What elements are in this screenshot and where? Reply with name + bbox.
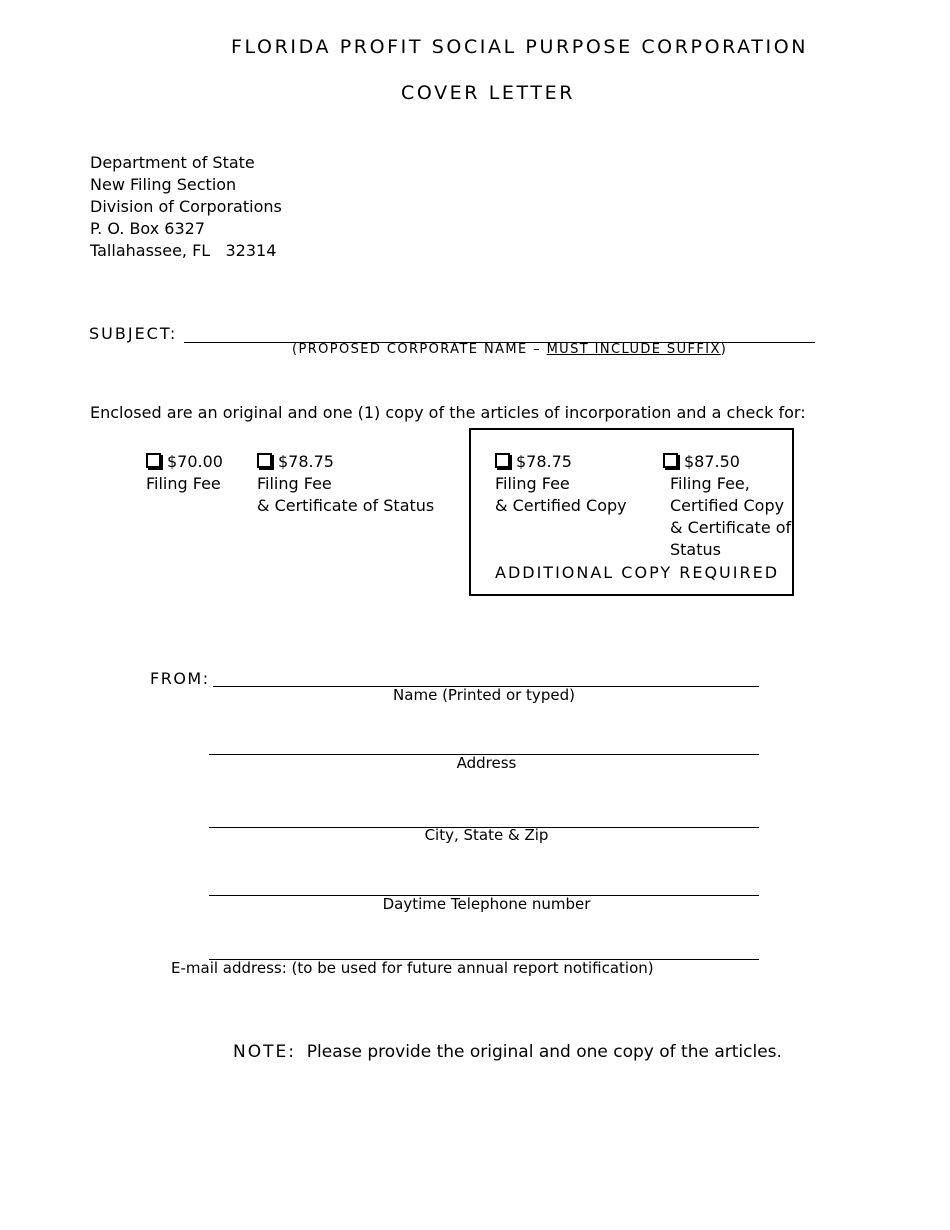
address-line-4: P. O. Box 6327 xyxy=(90,219,205,238)
document-subtitle: COVER LETTER xyxy=(401,82,576,104)
fee-description: Filing Fee xyxy=(495,474,570,493)
subject-label: SUBJECT: xyxy=(89,324,178,343)
fee-option-87 xyxy=(663,451,791,561)
document-title: FLORIDA PROFIT SOCIAL PURPOSE CORPORATION xyxy=(231,36,809,58)
fee-description: Filing Fee xyxy=(146,474,221,493)
checkbox-icon[interactable] xyxy=(663,453,678,468)
fee-description-2: & Certificate of Status xyxy=(257,496,435,515)
fee-description: Filing Fee, xyxy=(670,474,750,493)
address-line-2: New Filing Section xyxy=(90,175,237,194)
additional-copy-label: ADDITIONAL COPY REQUIRED xyxy=(495,563,780,582)
fee-amount: $87.50 xyxy=(684,452,740,471)
note xyxy=(233,1042,782,1062)
checkbox-icon[interactable] xyxy=(495,453,510,468)
fee-amount: $70.00 xyxy=(167,452,223,471)
note-text: Please provide the original and one copy of the articles. xyxy=(306,1042,782,1062)
fee-description-2: Certified Copy xyxy=(670,496,785,515)
fee-description-2: & Certified Copy xyxy=(495,496,627,515)
subject-caption-underlined: MUST INCLUDE SUFFIX xyxy=(546,342,721,357)
address-line-1: Department of State xyxy=(90,153,255,172)
name-caption: Name (Printed or typed) xyxy=(393,686,575,704)
recipient-address xyxy=(90,152,282,262)
fee-option-78-status xyxy=(257,451,434,517)
fee-option-70 xyxy=(146,451,223,495)
fee-description: Filing Fee xyxy=(257,474,332,493)
fee-description-3: & Certificate of xyxy=(670,518,792,537)
address-caption: Address xyxy=(456,754,517,772)
note-label: NOTE: xyxy=(233,1042,296,1062)
subject-caption-prefix: (PROPOSED CORPORATE NAME – xyxy=(292,342,547,357)
fee-option-78-certified xyxy=(495,451,627,517)
subject-caption xyxy=(292,342,727,357)
email-caption: E-mail address: (to be used for future annual report notification) xyxy=(171,959,654,977)
phone-caption: Daytime Telephone number xyxy=(382,895,591,913)
checkbox-icon[interactable] xyxy=(257,453,272,468)
address-line-5: Tallahassee, FL 32314 xyxy=(90,241,277,260)
checkbox-icon[interactable] xyxy=(146,453,161,468)
address-line-3: Division of Corporations xyxy=(90,197,282,216)
fee-amount: $78.75 xyxy=(278,452,334,471)
from-label: FROM: xyxy=(150,669,210,688)
city-caption: City, State & Zip xyxy=(424,826,549,844)
fee-amount: $78.75 xyxy=(516,452,572,471)
enclosed-statement: Enclosed are an original and one (1) copy of the articles of incorporation and a check for: xyxy=(90,403,806,422)
subject-caption-suffix: ) xyxy=(720,342,728,357)
fee-description-4: Status xyxy=(670,540,721,559)
